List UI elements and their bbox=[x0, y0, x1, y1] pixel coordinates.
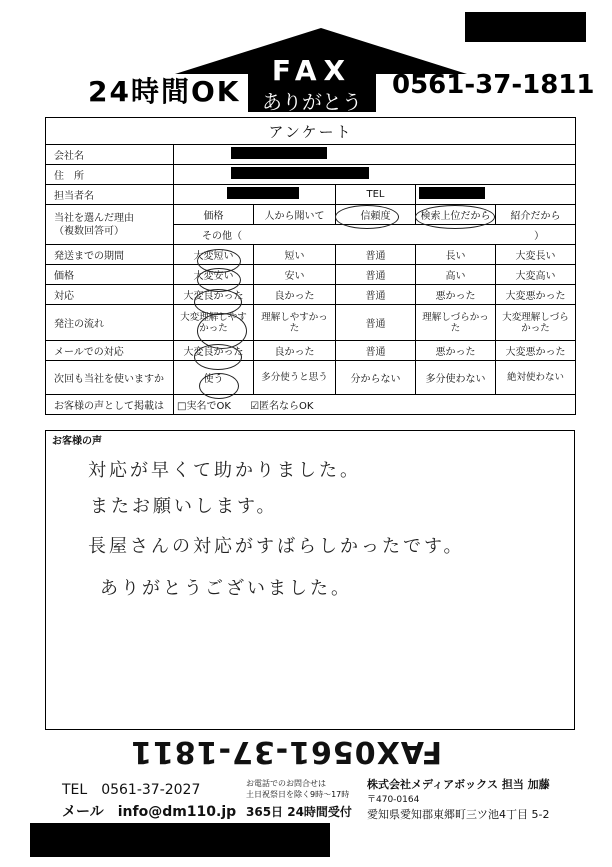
selection-circle bbox=[335, 205, 399, 229]
publish-label: お客様の声として掲載は bbox=[46, 395, 174, 415]
address-redaction bbox=[231, 167, 369, 179]
postal-code: 〒470-0164 bbox=[367, 795, 420, 805]
rating-label: 次回も当社を使いますか bbox=[46, 361, 174, 395]
customer-voice-label: お客様の声 bbox=[52, 436, 102, 447]
rating-option[interactable]: 大変安い bbox=[174, 265, 254, 285]
rating-option[interactable]: 大変良かった bbox=[174, 341, 254, 361]
reason-option[interactable]: 紹介だから bbox=[496, 205, 576, 225]
rating-option[interactable]: 大変悪かった bbox=[496, 285, 576, 305]
contact-field[interactable] bbox=[174, 185, 336, 205]
rating-option[interactable]: 高い bbox=[416, 265, 496, 285]
reason-other-close: ） bbox=[534, 231, 545, 242]
rating-option[interactable]: 普通 bbox=[336, 245, 416, 265]
selection-circle bbox=[199, 373, 239, 399]
company-name: 株式会社メディアボックス 担当 加藤 bbox=[367, 778, 550, 791]
rating-option[interactable]: 良かった bbox=[254, 285, 336, 305]
voice-line: ありがとうございました。 bbox=[100, 578, 352, 599]
company-address: 愛知県愛知郡東郷町三ツ池4丁目 5-2 bbox=[367, 808, 550, 821]
rating-option[interactable]: 大変短い bbox=[174, 245, 254, 265]
rating-option[interactable]: 普通 bbox=[336, 305, 416, 341]
rating-option[interactable]: 普通 bbox=[336, 265, 416, 285]
rating-option[interactable]: 絶対使わない bbox=[496, 361, 576, 395]
redaction-top-right bbox=[465, 12, 586, 42]
contact-redaction bbox=[227, 187, 299, 199]
rating-option[interactable]: 大変高い bbox=[496, 265, 576, 285]
rating-option[interactable]: 多分使うと思う bbox=[254, 361, 336, 395]
fax-title: FAX bbox=[271, 54, 353, 87]
redaction-bottom-left bbox=[30, 823, 330, 857]
phone-hours: 土日祝祭日を除く9時〜17時 bbox=[246, 790, 350, 799]
company-redaction bbox=[231, 147, 327, 159]
footer-tel: TEL 0561-37-2027 bbox=[62, 782, 201, 798]
tel-label: TEL bbox=[336, 185, 416, 205]
rating-option[interactable]: 短い bbox=[254, 245, 336, 265]
reason-option[interactable]: 価格 bbox=[174, 205, 254, 225]
questionnaire-table bbox=[45, 117, 576, 415]
publish-options bbox=[174, 395, 576, 415]
rating-label: 価格 bbox=[46, 265, 174, 285]
reason-sub: （複数回答可） bbox=[54, 225, 124, 237]
reason-option[interactable]: 信頼度 bbox=[336, 205, 416, 225]
rating-option[interactable]: 大変長い bbox=[496, 245, 576, 265]
rating-option[interactable]: 普通 bbox=[336, 285, 416, 305]
rating-option[interactable]: 安い bbox=[254, 265, 336, 285]
rating-label: 対応 bbox=[46, 285, 174, 305]
rating-label: 発送までの期間 bbox=[46, 245, 174, 265]
contact-label: 担当者名 bbox=[46, 185, 174, 205]
voice-line: 対応が早くて助かりました。 bbox=[88, 460, 361, 481]
hours-banner: 24時間OK bbox=[88, 75, 241, 108]
rating-option[interactable]: 使う bbox=[174, 361, 254, 395]
reason-option[interactable]: 検索上位だから bbox=[416, 205, 496, 225]
rating-label: 発注の流れ bbox=[46, 305, 174, 341]
rating-option[interactable]: 悪かった bbox=[416, 285, 496, 305]
publish-anon-checkbox[interactable]: ☑匿名ならOK bbox=[250, 401, 314, 412]
address-field[interactable] bbox=[174, 165, 576, 185]
footer-mail: メール info@dm110.jp bbox=[62, 804, 237, 820]
selection-circle bbox=[415, 205, 495, 229]
company-label: 会社名 bbox=[46, 145, 174, 165]
form-title: アンケート bbox=[46, 118, 576, 145]
rating-option[interactable]: 理解しづらかった bbox=[416, 305, 496, 341]
rating-option[interactable]: 普通 bbox=[336, 341, 416, 361]
phone-note: お電話でのお問合せは bbox=[246, 779, 326, 788]
reason-label: 当社を選んだ理由 bbox=[54, 212, 134, 224]
rating-option[interactable]: 良かった bbox=[254, 341, 336, 361]
voice-line: 長屋さんの対応がすばらしかったです。 bbox=[88, 536, 465, 557]
rating-option[interactable]: 理解しやすかった bbox=[254, 305, 336, 341]
voice-line: またお願いします。 bbox=[90, 496, 278, 517]
company-field[interactable] bbox=[174, 145, 576, 165]
reason-other-open: その他（ bbox=[202, 231, 242, 242]
tel-field[interactable] bbox=[416, 185, 576, 205]
rating-option[interactable]: 大変悪かった bbox=[496, 341, 576, 361]
rating-option[interactable]: 大変理解しやすかった bbox=[174, 305, 254, 341]
selection-circle bbox=[194, 289, 242, 315]
fax-number-reversed: FAX0561-37-1811 bbox=[130, 734, 443, 769]
rating-option[interactable]: 分からない bbox=[336, 361, 416, 395]
tel-redaction bbox=[419, 187, 485, 199]
reason-option[interactable]: 人から聞いて bbox=[254, 205, 336, 225]
rating-option[interactable]: 大変良かった bbox=[174, 285, 254, 305]
rating-option[interactable]: 多分使わない bbox=[416, 361, 496, 395]
rating-option[interactable]: 悪かった bbox=[416, 341, 496, 361]
thanks-title: ありがとう bbox=[262, 90, 362, 114]
selection-circle bbox=[194, 344, 242, 370]
header-phone: 0561-37-1811 bbox=[392, 70, 595, 100]
address-label: 住 所 bbox=[46, 165, 174, 185]
fax-hours: 365日 24時間受付 bbox=[246, 805, 352, 819]
rating-option[interactable]: 大変理解しづらかった bbox=[496, 305, 576, 341]
reason-label-cell bbox=[46, 205, 174, 245]
publish-real-checkbox[interactable]: □実名でOK bbox=[177, 401, 231, 412]
rating-option[interactable]: 長い bbox=[416, 245, 496, 265]
rating-label: メールでの対応 bbox=[46, 341, 174, 361]
